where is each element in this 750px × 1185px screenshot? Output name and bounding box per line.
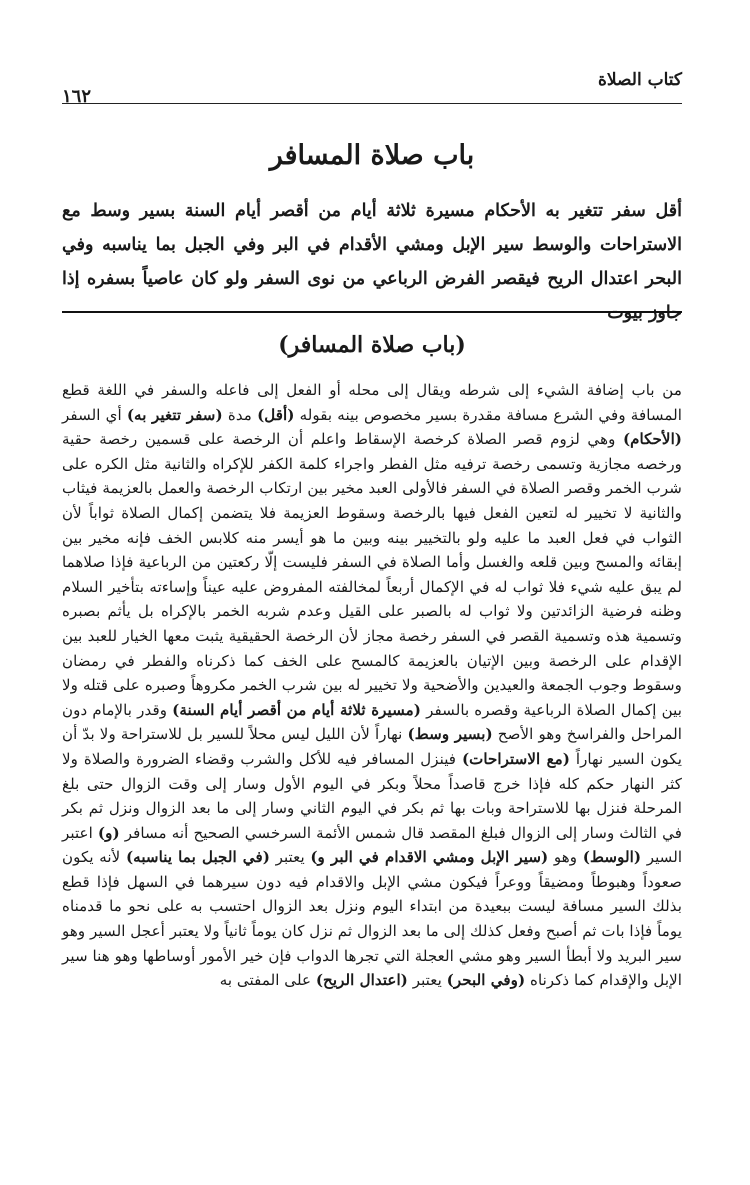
quoted-matn: (أقل) [257, 405, 295, 424]
commentary-text: يعتبر [412, 971, 442, 990]
commentary-text: لأنه يكون صعوداً وهبوطاً ومضيقاً ووعراً فيكون مشي الإبل والاقدام فيه دون سيرهما في السهل فإذا قطع بذلك السير مسافة ليست ببعيدة من ابتداء اليوم ونزل بعد الزوال احتسب به على نحو ما قدمناه يوماً فإذا بات ثم أصبح وفعل كذلك إلى ما بعد الزوال ثم نزل كان يوماً ثانياً ولا يعتبر أعجل السير وهو سير البريد ولا أبطأ السير وهو مشي العجلة التي تجرها الدواب فإن خير الأمور أوساطها وهو هنا سير الإبل والإقدام كما ذكرناه [62, 848, 682, 990]
page-number: ١٦٢ [62, 86, 92, 107]
quoted-matn: (بسير وسط) [407, 725, 493, 744]
matn-text: أقل سفر تتغير به الأحكام مسيرة ثلاثة أيام من أقصر أيام السنة بسير وسط مع الاستراحات والوسط سير الإبل ومشي الأقدام في البر وفي الجبل بما يناسبه وفي البحر اعتدال الريح فيقصر الفرض الرباعي من نوى السفر ولو كان عاصياً بسفره إذا جاوز بيوت [62, 201, 682, 323]
commentary-text: فينزل المسافر فيه للأكل والشرب وقضاء الضرورة والصلاة ولا كثر النهار حكم كله فإذا خرج قاصداً محلاً وبكر في اليوم الأول وسار إلى وقت الزوال حتى بلغ المرحلة فنزل بها للاستراحة وبات بها ثم بكر في اليوم الثاني وسار إلى ما بعد الزوال ونزل ثم بكر في الثالث وسار إلى الزوال فبلغ المقصد قال شمس الأئمة السرخسي الصحيح أنه مسافر [62, 749, 683, 842]
quoted-matn: (سفر تتغير به) [126, 405, 223, 424]
quoted-matn: (و) [97, 823, 120, 842]
quoted-matn: (مسيرة ثلاثة أيام من أقصر أيام السنة) [172, 700, 421, 719]
quoted-matn: (الأحكام) [622, 430, 682, 449]
commentary-text: يعتبر [275, 848, 305, 867]
book-title: كتاب الصلاة [597, 70, 682, 90]
commentary-text: وهي لزوم قصر الصلاة كرخصة الإسقاط واعلم أن الرخصة على قسمين رخصة حقية ورخصه مجازية وتسمى رخصة ترفيه مثل الفطر واجراء كلمة الكفر للإكراه والثانية مثل الكره على شرب الخمر وقصر الصلاة في السفر فالأولى العبد مخير بين ارتكاب الرخصة والعمل بالعزيمة فيثاب والثانية لا تخيير له لتعين الفعل فيها بالرخصة وسقوط العزيمة فلا يتضمن إكمال الصلاة ثواباً لأن الثواب في فعل العبد ما عليه ولو بالتخيير بينه وبين ما هو أيسر منه كلابس الخف فإنه مخير بين إبقائه والمسح وبين قلعه والغسل وأما الصلاة في السفر فليست إلّا ركعتين من الرباعية فإذا صلاهما لم يبق عليه شيء فلا ثواب له في الإكمال أربعاً لمخالفته المفروض عليه عيناً وإساءته بتأخير السلام وظنه فرضية الزائدتين ولا ثواب له بالصبر على القيل وعدم شربه الخمر بالإكراه بل يأثم بصبره وتسمية هذه وتسمية القصر في السفر رخصة مجاز لأن الرخصة الحقيقية يثبت معها الخيار للعبد بين الإقدام على الرخصة وبين الإتيان بالعزيمة كالمسح على الخف كما ذكرناه والفطر في رمضان وسقوط وجوب الجمعة والعيدين والأضحية ولا تخيير له بين شرب الخمر مكروهاً وصبره على قتله ولا بين إكمال الصلاة الرباعية وقصره بالسفر [62, 430, 682, 719]
commentary-text: وقدر بالإمام دون المراحل والفراسخ وهو الأصح [62, 700, 682, 744]
commentary-text: على المفتى به [219, 971, 312, 990]
commentary-title: (باب صلاة المسافر) [278, 332, 466, 358]
commentary-text: اعتبر السير [62, 823, 683, 867]
quoted-matn: (في الجبل بما يناسبه) [125, 848, 270, 867]
commentary-text: نهاراً لأن الليل ليس محلاً للسير بل للاستراحة ولا بدّ أن يكون السير نهاراً [62, 725, 682, 768]
quoted-matn: (وفي البحر) [446, 971, 526, 990]
quoted-matn: (اعتدال الريح) [315, 971, 408, 990]
commentary-body [62, 378, 682, 993]
chapter-title: باب صلاة المسافر [269, 140, 475, 171]
commentary-paragraph [62, 378, 682, 993]
commentary-text: مدة [227, 405, 252, 424]
quoted-matn: (مع الاستراحات) [461, 749, 570, 768]
quoted-matn: (الوسط) [582, 848, 642, 867]
running-header [62, 70, 682, 107]
quoted-matn: (سير الإبل ومشي الاقدام في البر و) [310, 848, 549, 867]
commentary-text: أي السفر [62, 405, 122, 424]
section-rule [62, 311, 682, 313]
commentary-text: من باب إضافة الشيء إلى شرطه ويقال إلى محله أو الفعل إلى فاعله والسفر في اللغة قطع المسافة وفي الشرع مسافة مقدرة بسير مخصوص بينه بقوله [62, 381, 683, 424]
header-rule [62, 103, 682, 104]
commentary-text: وهو [553, 848, 578, 867]
